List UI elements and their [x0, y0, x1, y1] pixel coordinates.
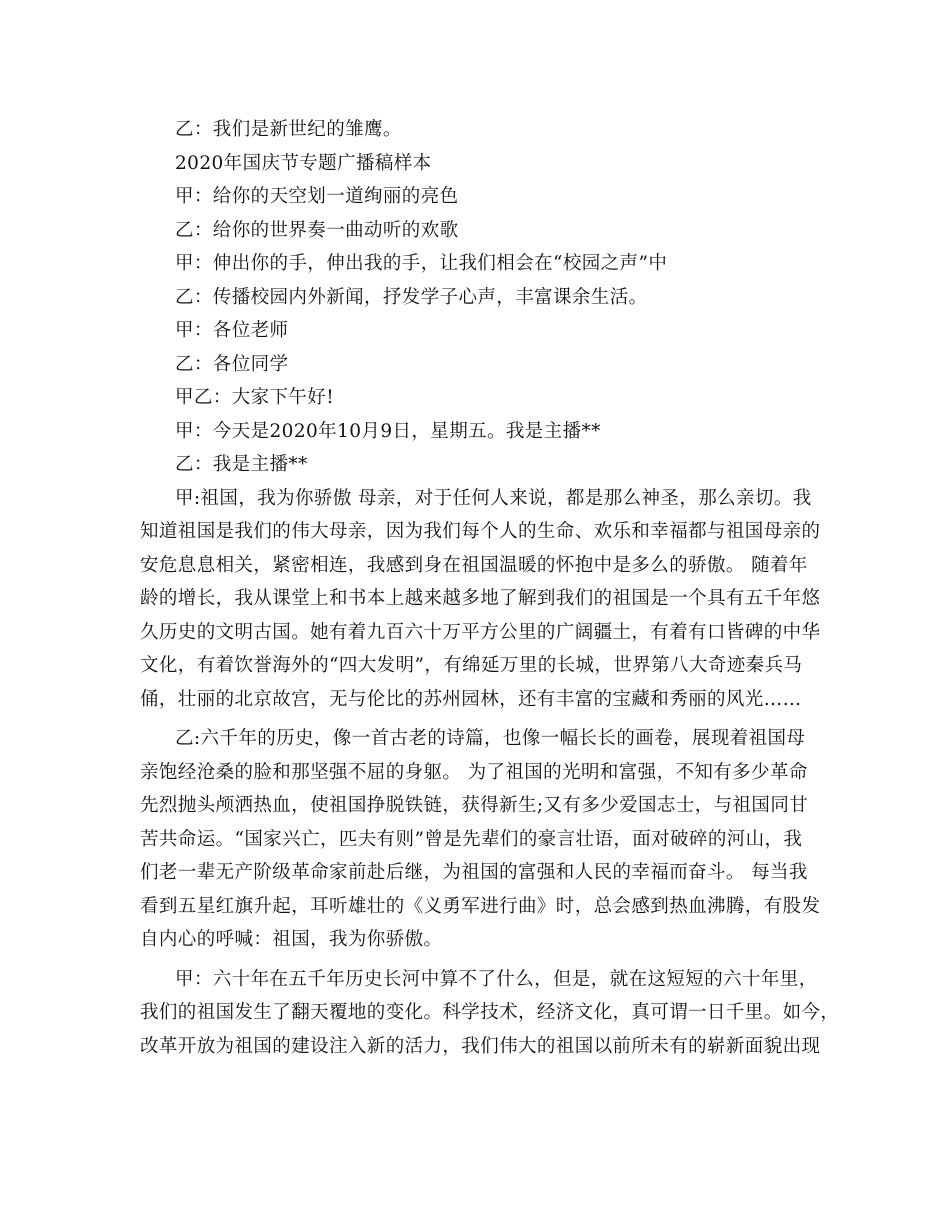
text-line: 甲：给你的天空划一道绚丽的亮色: [175, 186, 459, 207]
paragraph-line: 安危息息相关，紧密相连，我感到身在祖国温暖的怀抱中是多么的骄傲。 随着年: [140, 554, 808, 576]
paragraph-line: 亲饱经沧桑的脸和那坚强不屈的身躯。 为了祖国的光明和富强，不知有多少革命: [140, 761, 808, 783]
text-line: 甲乙：大家下午好!: [175, 387, 335, 408]
text-line: 乙：给你的世界奏一曲动听的欢歌: [175, 219, 459, 241]
paragraph-1: [140, 482, 824, 717]
paragraph-line: 我们的祖国发生了翻天覆地的变化。科学技术，经济文化，真可谓一日千里。如今，: [140, 1002, 840, 1023]
paragraph-2: [140, 722, 824, 957]
text-line: 乙：我们是新世纪的雏鹰。: [175, 119, 402, 140]
text-line: 乙：我是主播**: [175, 454, 308, 475]
paragraph-line: 知道祖国是我们的伟大母亲，因为我们每个人的生命、欢乐和幸福都与祖国母亲的: [140, 521, 821, 542]
paragraph-line: 久历史的文明古国。她有着九百六十万平方公里的广阔疆土，有着有口皆碑的中华: [140, 621, 821, 643]
paragraph-line: 苦共命运。“国家兴亡，匹夫有则”曾是先辈们的豪言壮语，面对破碎的河山，我: [140, 828, 803, 850]
paragraph-line: 甲：六十年在五千年历史长河中算不了什么，但是，就在这短短的六十年里，: [175, 968, 818, 990]
paragraph-3: [140, 963, 840, 1064]
section-title: 2020年国庆节专题广播稿样本: [175, 152, 432, 174]
document-body: [140, 113, 840, 1069]
text-line: 甲：今天是2020年10月9日，星期五。我是主播**: [175, 420, 601, 442]
text-line: 乙：传播校园内外新闻，抒发学子心声，丰富课余生活。: [175, 286, 648, 308]
paragraph-line: 们老一辈无产阶级革命家前赴后继，为祖国的富强和人民的幸福而奋斗。 每当我: [140, 862, 808, 883]
paragraph-line: 文化，有着饮誉海外的“四大发明”，有绵延万里的长城，世界第八大奇迹秦兵马: [140, 655, 803, 676]
paragraph-line: 看到五星红旗升起，耳听雄壮的《义勇军进行曲》时，总会感到热血沸腾，有股发: [140, 895, 821, 917]
paragraph-line: 改革开放为祖国的建设注入新的活力，我们伟大的祖国以前所未有的崭新面貌出现: [140, 1035, 821, 1057]
paragraph-line: 先烈抛头颅洒热血，使祖国挣脱铁链，获得新生;又有多少爱国志士，与祖国同甘: [140, 795, 809, 816]
paragraph-line: 自内心的呼喊：祖国，我为你骄傲。: [140, 929, 443, 950]
text-line: 甲：各位老师: [175, 320, 289, 341]
text-line: 乙：各位同学: [175, 353, 289, 375]
paragraph-line: 乙:六千年的历史，像一首古老的诗篇，也像一幅长长的画卷，展现着祖国母: [175, 728, 806, 749]
paragraph-line: 龄的增长，我从课堂上和书本上越来越多地了解到我们的祖国是一个具有五千年悠: [140, 588, 821, 609]
text-line: 甲：伸出你的手，伸出我的手，让我们相会在“校园之声”中: [175, 253, 668, 274]
paragraph-line: 俑，壮丽的北京故宫，无与伦比的苏州园林，还有丰富的宝藏和秀丽的风光……: [140, 688, 802, 710]
paragraph-line: 甲:祖国，我为你骄傲 母亲，对于任何人来说，都是那么神圣，那么亲切。我: [175, 487, 812, 509]
